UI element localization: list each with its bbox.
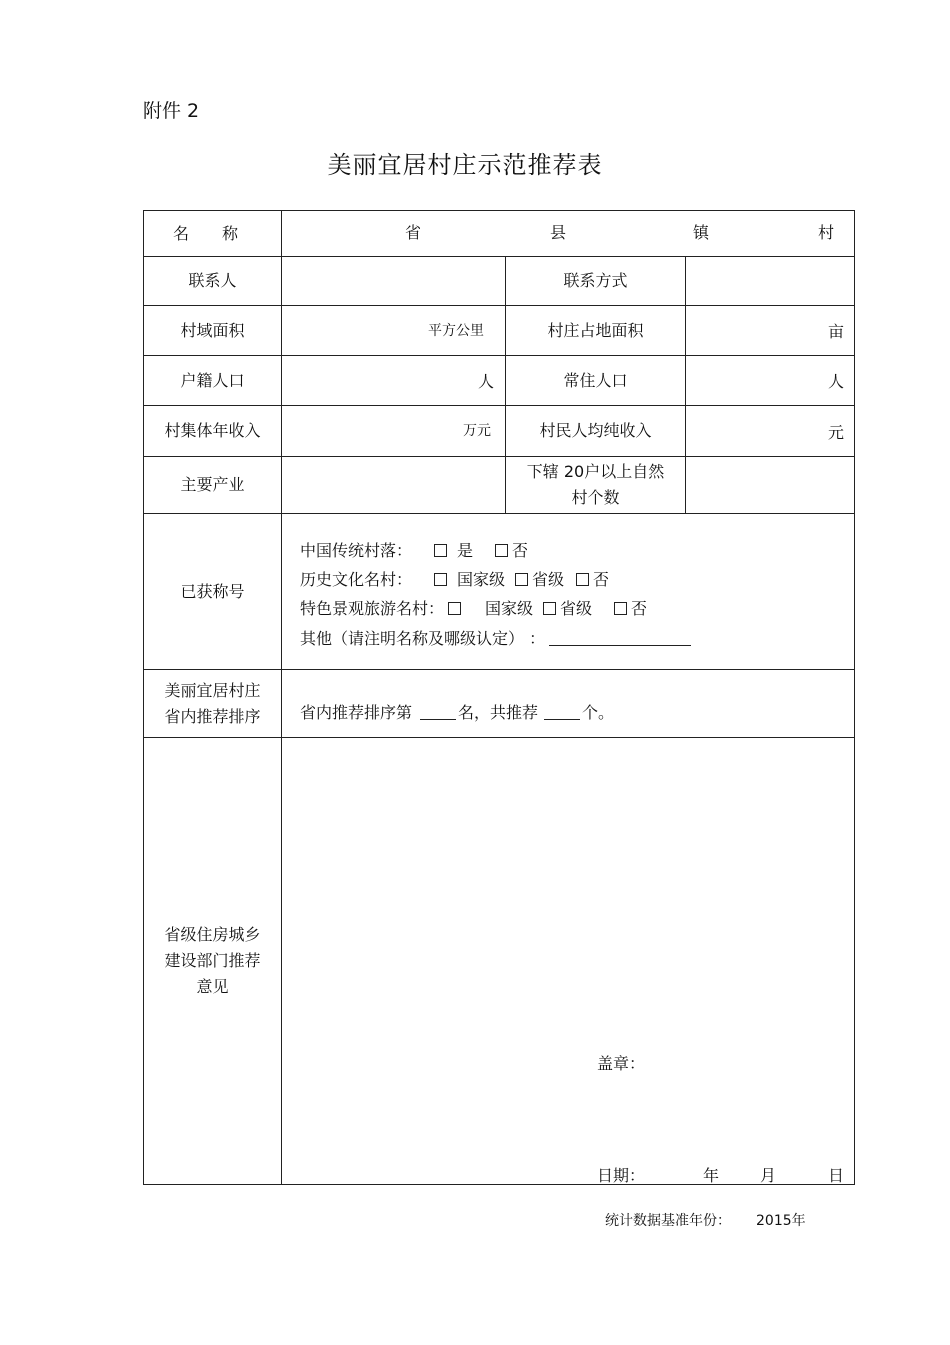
province-label: 省: [405, 223, 422, 242]
checkbox[interactable]: [495, 544, 508, 557]
month-label: 月: [760, 1166, 777, 1185]
historic-village-text: 历史文化名村：: [300, 570, 413, 589]
traditional-village-option: [300, 538, 528, 561]
scenic-village-option: [300, 596, 647, 619]
main-industry-label: 主要产业: [180, 475, 245, 494]
other-honor-text: 其他（请注明名称及哪级认定） ：: [300, 629, 546, 648]
opinion-label-line2: 建设部门推荐: [164, 951, 261, 970]
honors-label: 已获称号: [180, 581, 245, 601]
town-label: 镇: [693, 223, 710, 242]
registered-population-unit: 人: [478, 372, 495, 391]
year-label: 年: [703, 1166, 720, 1185]
ranking-label-line2: 省内推荐排序: [164, 706, 261, 726]
ranking-text-a: 省内推荐排序第: [300, 703, 413, 722]
land-area-unit: 亩: [828, 322, 845, 341]
per-capita-income-unit: 元: [828, 423, 845, 442]
option-no: 否: [512, 541, 529, 560]
natural-villages-label-line2: 村个数: [571, 488, 620, 507]
base-year-value: 2015年: [756, 1213, 806, 1229]
land-area-label: 村庄占地面积: [547, 320, 644, 340]
checkbox[interactable]: [614, 602, 627, 615]
option-national: 国家级: [457, 570, 506, 589]
resident-population-label: 常住人口: [563, 370, 628, 390]
option-provincial: 省级: [560, 599, 593, 618]
page-title-text: 美丽宜居村庄示范推荐表: [327, 151, 603, 179]
date-label: 日期：: [597, 1166, 646, 1185]
collective-income-unit: 万元: [463, 423, 491, 439]
option-no: 否: [593, 570, 610, 589]
checkbox[interactable]: [434, 544, 447, 557]
traditional-village-text: 中国传统村落：: [300, 541, 413, 560]
ranking-label-line1: 美丽宜居村庄: [164, 680, 261, 700]
village-area-label: 村域面积: [180, 320, 245, 340]
option-yes: 是: [457, 541, 474, 560]
area-unit: 平方公里: [428, 323, 484, 339]
historic-village-option: [300, 567, 609, 590]
day-label: 日: [828, 1166, 845, 1185]
opinion-label: [144, 738, 281, 1184]
checkbox[interactable]: [434, 573, 447, 586]
ranking-statement: [300, 700, 614, 723]
contact-person-label: 联系人: [188, 271, 237, 290]
option-national: 国家级: [485, 599, 534, 618]
resident-population-unit: 人: [828, 372, 845, 391]
attachment-label: 附件 2: [143, 100, 200, 122]
option-provincial: 省级: [532, 570, 565, 589]
ranking-text-c: 个。: [582, 703, 615, 722]
checkbox[interactable]: [576, 573, 589, 586]
rank-blank[interactable]: [420, 705, 456, 720]
scenic-village-text: 特色景观旅游名村：: [300, 599, 445, 618]
ranking-text-b: 名，共推荐: [458, 703, 539, 722]
option-no: 否: [631, 599, 648, 618]
county-label: 县: [550, 223, 567, 242]
per-capita-income-label: 村民人均纯收入: [539, 421, 652, 440]
opinion-label-line1: 省级住房城乡: [164, 925, 261, 944]
other-honor-blank[interactable]: [549, 631, 691, 646]
total-blank[interactable]: [544, 705, 580, 720]
seal-label: 盖章：: [597, 1054, 646, 1073]
natural-villages-label: [506, 457, 685, 513]
village-label: 村: [818, 223, 835, 242]
opinion-label-line3: 意见: [196, 977, 229, 996]
registered-population-label: 户籍人口: [180, 370, 245, 390]
checkbox[interactable]: [515, 573, 528, 586]
ranking-label: [144, 670, 281, 737]
checkbox[interactable]: [543, 602, 556, 615]
other-honor-option: [300, 626, 691, 649]
checkbox[interactable]: [448, 602, 461, 615]
name-label: 名 称: [172, 223, 253, 243]
natural-villages-label-line1: 下辖 20户以上自然: [526, 462, 665, 481]
collective-income-label: 村集体年收入: [164, 421, 261, 440]
contact-method-label: 联系方式: [563, 271, 628, 290]
page-title: [0, 145, 950, 180]
base-year-label: 统计数据基准年份：: [605, 1213, 731, 1229]
